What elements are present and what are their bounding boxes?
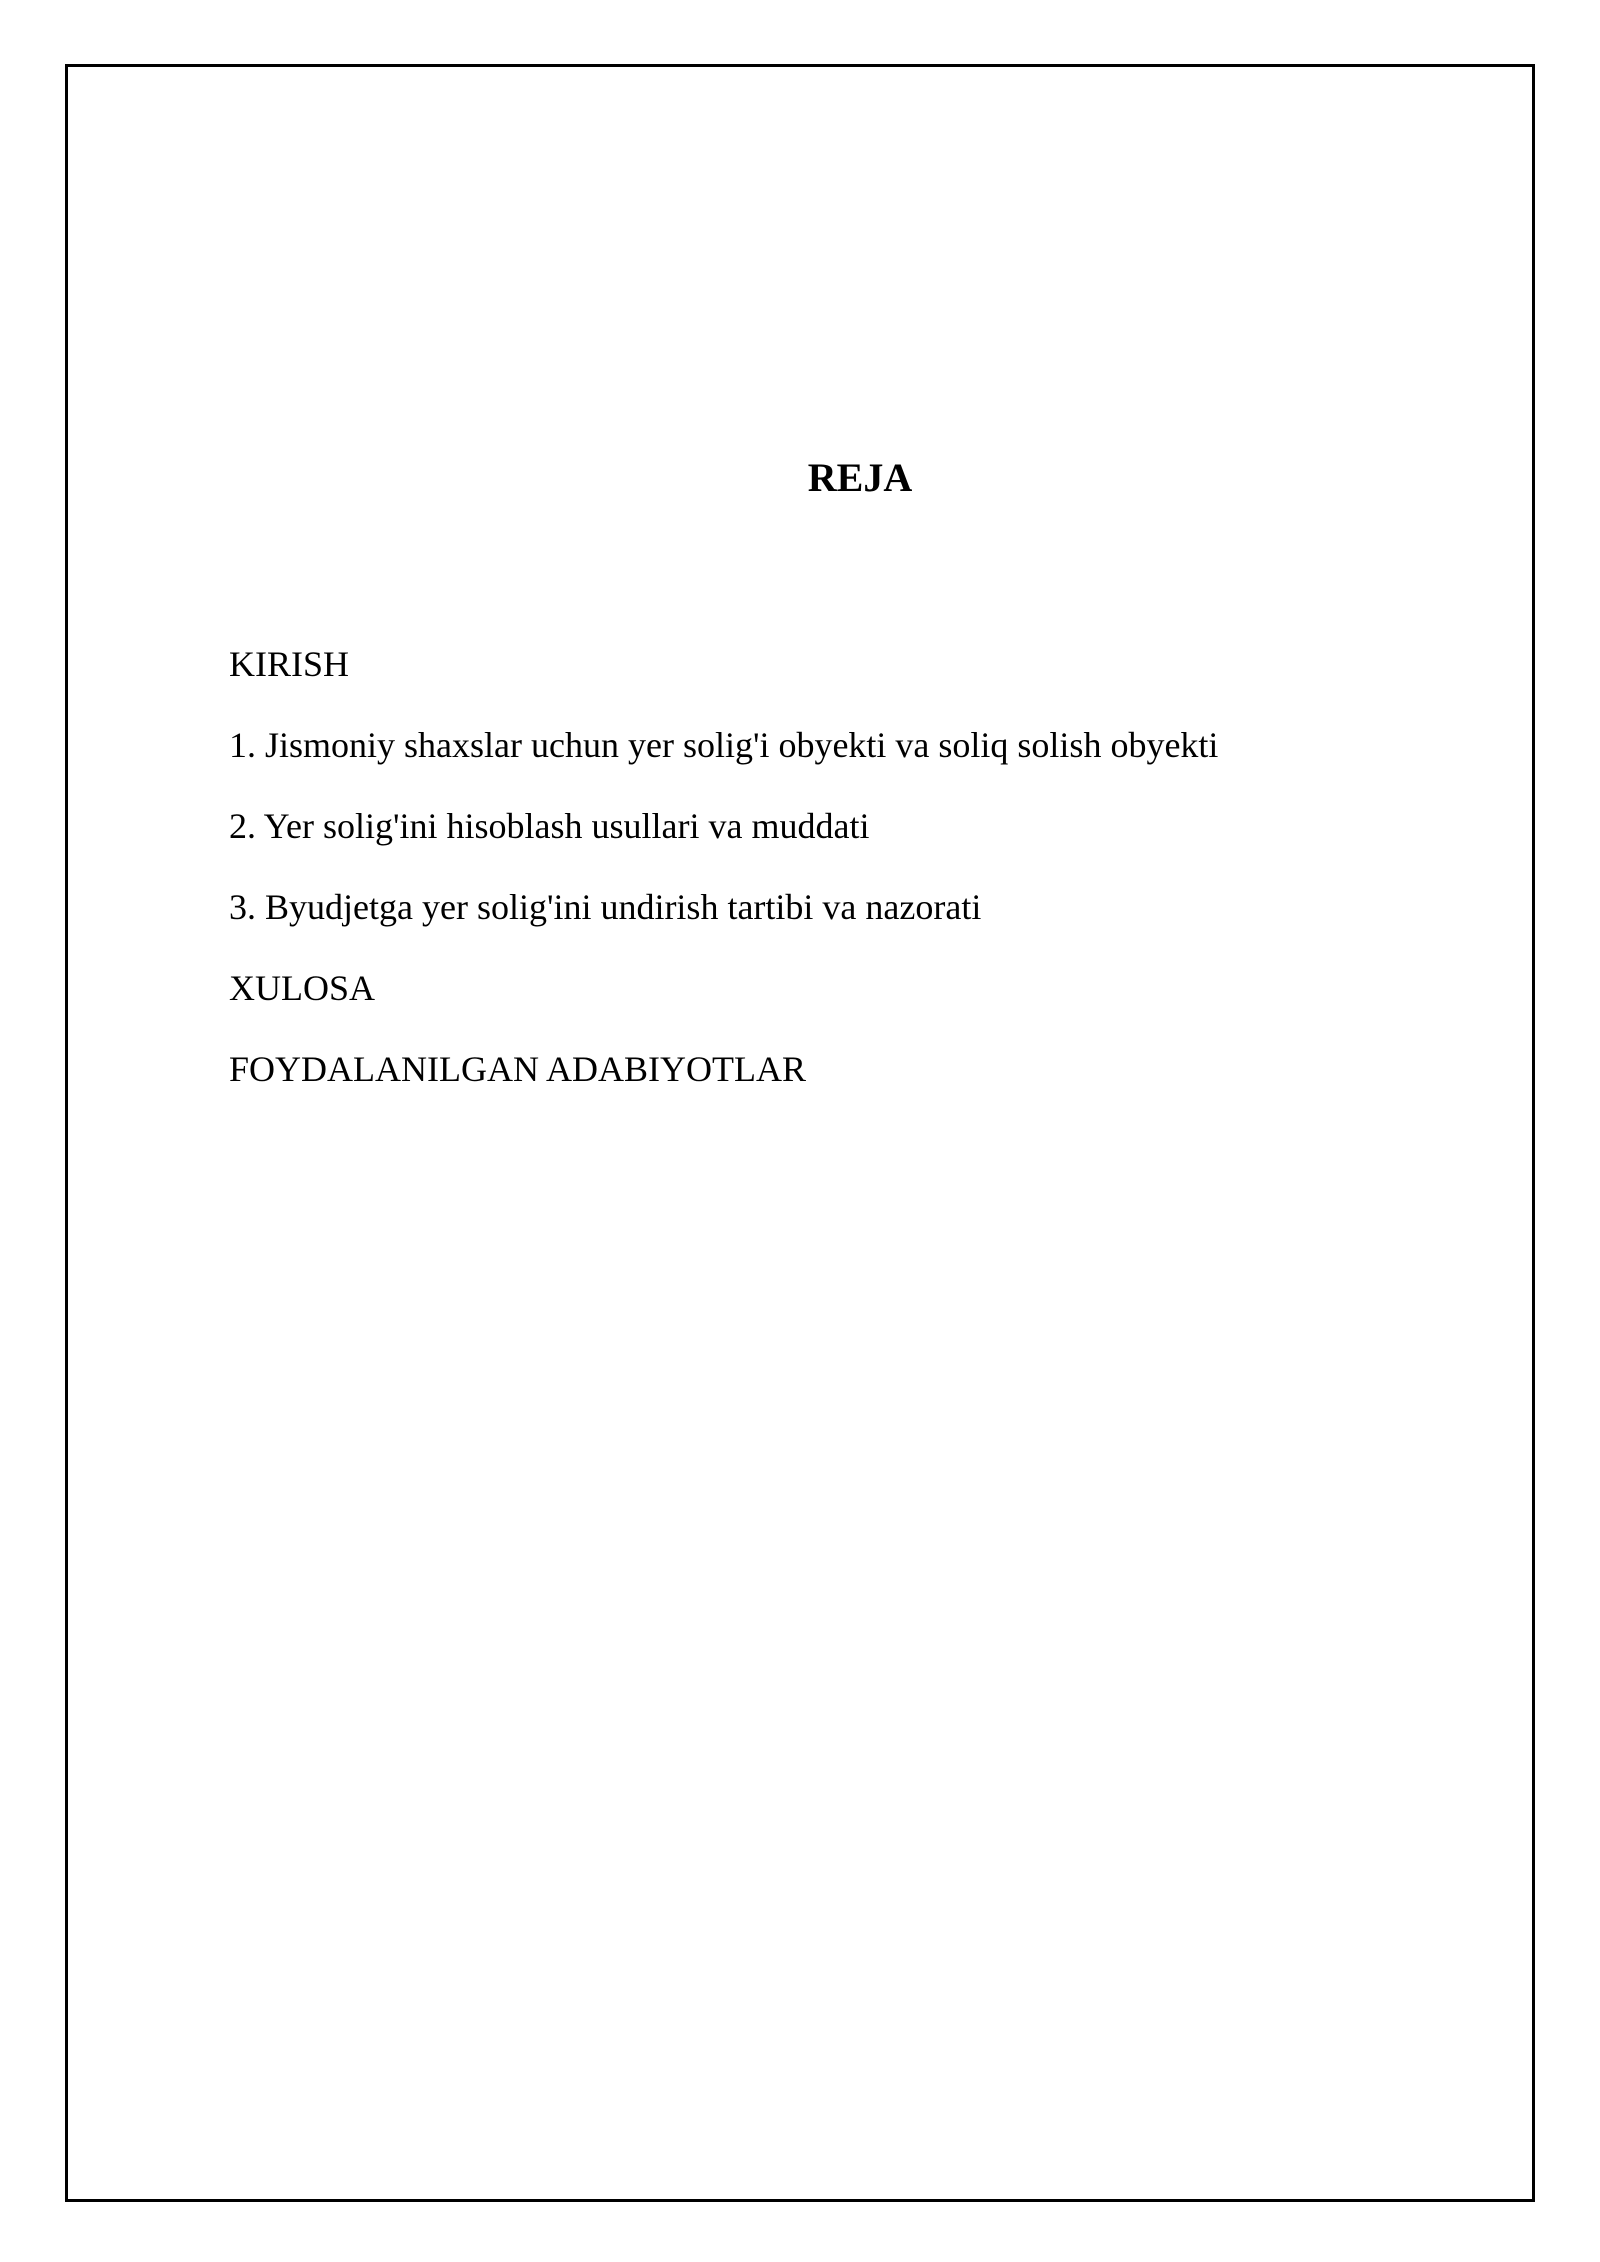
toc-item-conclusion: XULOSA xyxy=(229,968,376,1008)
page-border xyxy=(65,64,1535,2202)
toc-item-introduction: KIRISH xyxy=(229,644,350,684)
toc-item-references: FOYDALANILGAN ADABIYOTLAR xyxy=(229,1049,806,1089)
toc-item-3: 3. Byudjetga yer solig'ini undirish tartibi va nazorati xyxy=(229,887,982,927)
table-of-contents xyxy=(229,646,1218,1132)
toc-item-1: 1. Jismoniy shaxslar uchun yer solig'i obyekti va soliq solish obyekti xyxy=(229,725,1219,765)
toc-item-2: 2. Yer solig'ini hisoblash usullari va muddati xyxy=(229,806,870,846)
page-title: REJA xyxy=(807,455,913,500)
